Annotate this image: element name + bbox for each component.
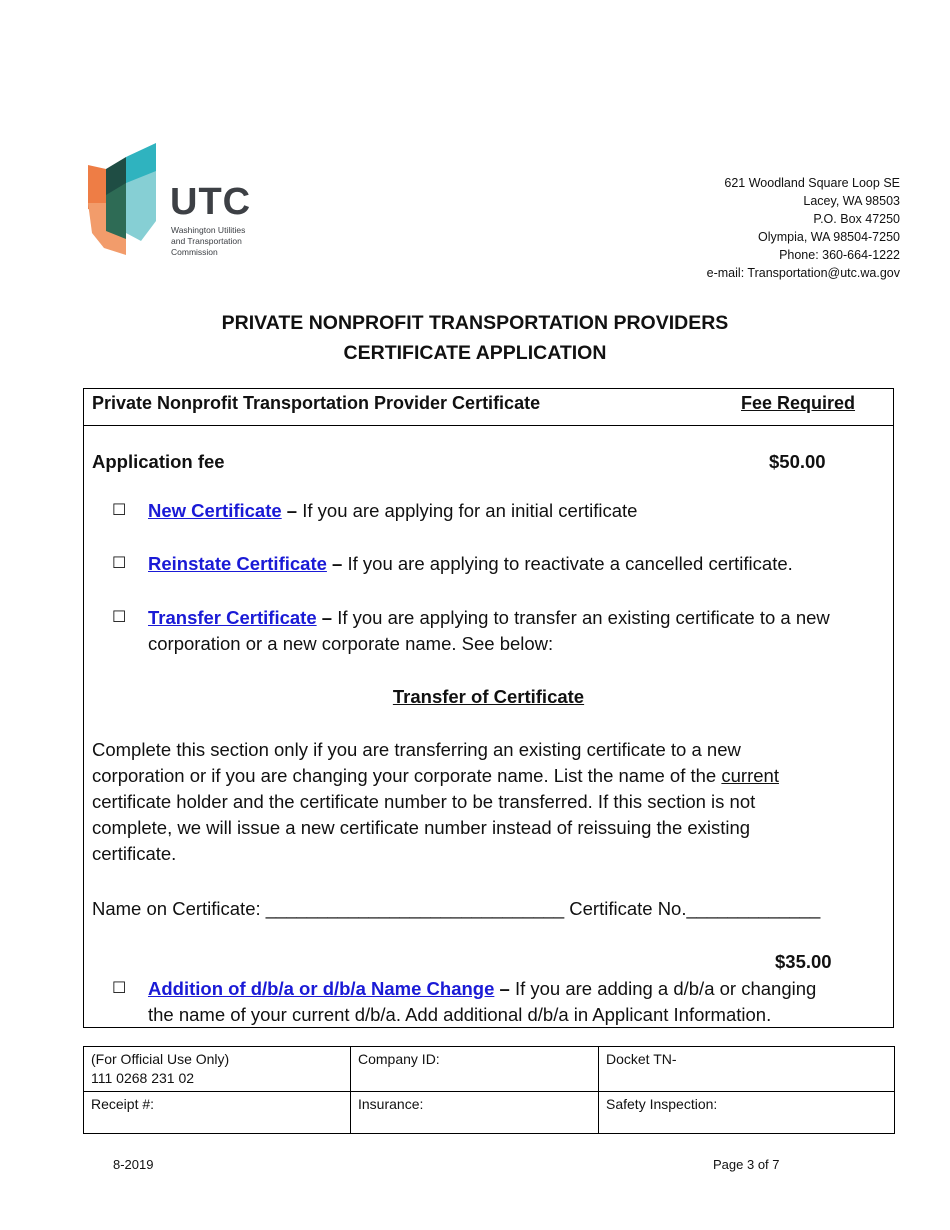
address-line: P.O. Box 47250 [813, 212, 900, 226]
logo-subtitle-line: Washington Utilities [171, 225, 246, 235]
transfer-certificate-line1 [148, 605, 830, 631]
new-certificate-description: If you are applying for an initial certificate [302, 500, 638, 521]
transfer-instructions [92, 737, 779, 867]
phone-line: Phone: 360-664-1222 [779, 248, 900, 262]
reinstate-certificate-link[interactable]: Reinstate Certificate [148, 553, 327, 574]
transfer-certificate-link[interactable]: Transfer Certificate [148, 607, 317, 628]
utc-logo-mark-icon [86, 143, 158, 258]
new-certificate-link[interactable]: New Certificate [148, 500, 282, 521]
transfer-section-heading: Transfer of Certificate [392, 686, 585, 707]
reinstate-certificate-option [148, 551, 793, 577]
name-and-certificate-number-fields[interactable]: Name on Certificate: _____________________________ Certificate No._____________ [92, 898, 821, 919]
reinstate-certificate-checkbox[interactable]: ☐ [112, 555, 127, 572]
page-title: PRIVATE NONPROFIT TRANSPORTATION PROVIDERS [221, 312, 729, 334]
current-emphasis: current [721, 765, 779, 786]
table-row [84, 1092, 895, 1134]
option-dash: – [494, 978, 515, 999]
paragraph-line: complete, we will issue a new certificate number instead of reissuing the existing [92, 817, 751, 838]
transfer-certificate-line2: corporation or a new corporate name. See below: [148, 633, 554, 654]
transfer-certificate-description: If you are applying to transfer an existing certificate to a new [337, 607, 830, 628]
paragraph-line: Complete this section only if you are transferring an existing certificate to a new [92, 739, 741, 760]
official-form-number: 111 0268 231 02 [91, 1070, 195, 1086]
option-dash: – [316, 607, 338, 628]
application-fee-amount: $50.00 [769, 451, 826, 472]
table-row [84, 1047, 895, 1092]
dba-checkbox[interactable]: ☐ [112, 980, 127, 997]
paragraph-line: certificate. [92, 843, 177, 864]
revision-date: 8-2019 [113, 1157, 154, 1172]
logo-wordmark: UTC [170, 181, 252, 223]
address-line: Olympia, WA 98504-7250 [758, 230, 900, 244]
transfer-certificate-checkbox[interactable]: ☐ [112, 609, 127, 626]
dba-line2: the name of your current d/b/a. Add additional d/b/a in Applicant Information. [148, 1004, 772, 1025]
logo-subtitle-line: Commission [171, 247, 218, 257]
official-use-table [83, 1046, 895, 1134]
address-block [707, 174, 900, 282]
official-use-cell [84, 1047, 351, 1092]
option-dash: – [326, 553, 348, 574]
dba-fee-amount: $35.00 [775, 951, 832, 972]
docket-cell: Docket TN- [599, 1047, 895, 1092]
address-line: Lacey, WA 98503 [803, 194, 900, 208]
new-certificate-option [148, 498, 637, 524]
address-line: 621 Woodland Square Loop SE [724, 176, 900, 190]
dba-line1 [148, 976, 816, 1002]
logo-subtitle [171, 225, 245, 258]
insurance-cell: Insurance: [351, 1092, 599, 1134]
safety-inspection-cell: Safety Inspection: [599, 1092, 895, 1134]
paragraph-line: certificate holder and the certificate number to be transferred. If this section is not [92, 791, 756, 812]
dba-description: If you are adding a d/b/a or changing [514, 978, 817, 999]
dba-link[interactable]: Addition of d/b/a or d/b/a Name Change [148, 978, 495, 999]
reinstate-certificate-description: If you are applying to reactivate a cancelled certificate. [347, 553, 793, 574]
logo-subtitle-line: and Transportation [171, 236, 242, 246]
box-header-title: Private Nonprofit Transportation Provider Certificate [92, 393, 541, 413]
box-header [84, 389, 893, 426]
application-fee-label: Application fee [92, 451, 225, 472]
receipt-cell: Receipt #: [84, 1092, 351, 1134]
utc-logo [86, 143, 266, 258]
page-number: Page 3 of 7 [713, 1157, 780, 1172]
paragraph-text: corporation or if you are changing your corporate name. List the name of the [92, 765, 722, 786]
company-id-cell: Company ID: [351, 1047, 599, 1092]
certificate-options-box [83, 388, 894, 1028]
page-subtitle: CERTIFICATE APPLICATION [343, 342, 607, 364]
option-dash: – [281, 500, 303, 521]
new-certificate-checkbox[interactable]: ☐ [112, 502, 127, 519]
email-line: e-mail: Transportation@utc.wa.gov [706, 266, 900, 280]
dba-option [148, 976, 816, 1028]
transfer-certificate-option [148, 605, 830, 657]
official-use-label: (For Official Use Only) [91, 1051, 230, 1067]
fee-required-heading: Fee Required [741, 393, 856, 413]
paragraph-line [92, 763, 779, 789]
